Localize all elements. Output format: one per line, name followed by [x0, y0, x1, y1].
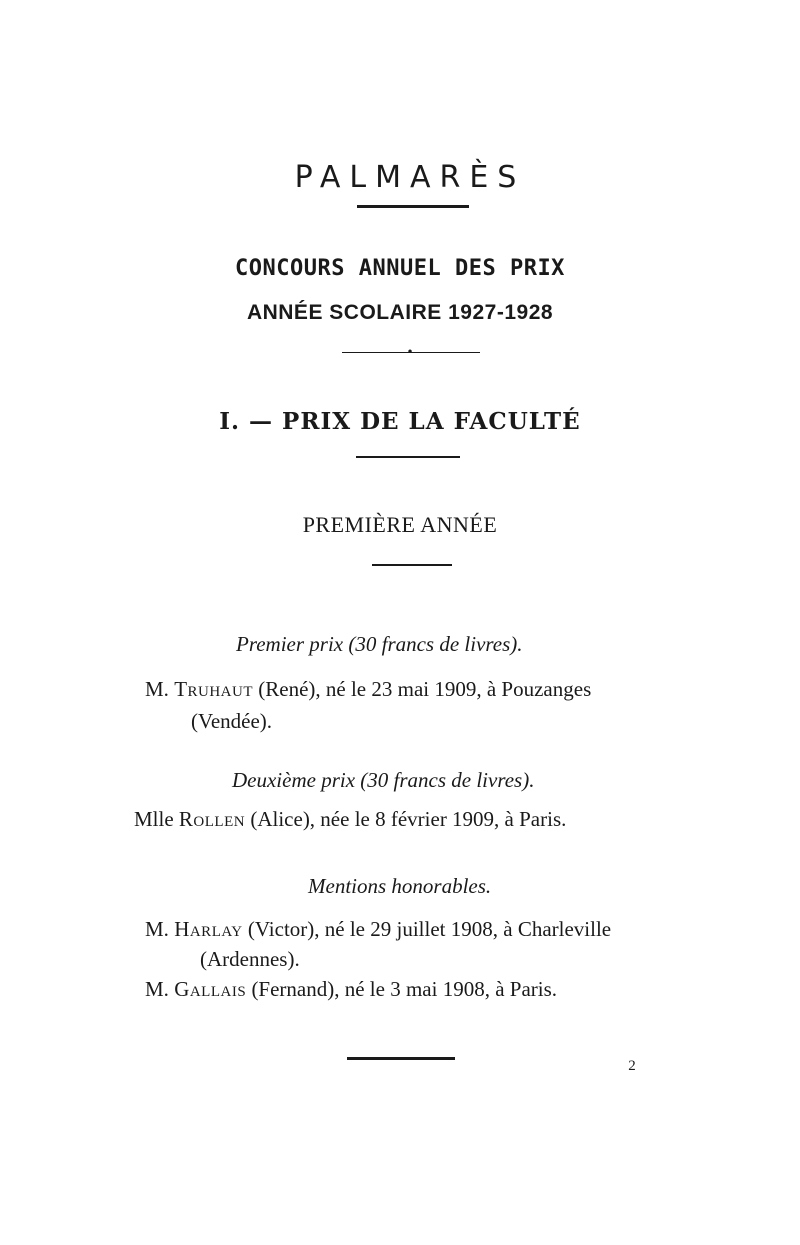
- entry-details: (Fernand), né le 3 mai 1908, à Paris.: [251, 977, 558, 1001]
- divider-bottom: [347, 1057, 455, 1060]
- contest-title: CONCOURS ANNUEL DES PRIX: [235, 256, 565, 281]
- prize-heading-second: Deuxième prix (30 francs de livres).: [232, 768, 535, 792]
- entry-details: (Victor), né le 29 juillet 1908, à Charleville: [247, 917, 612, 941]
- divider-ornament-icon: •: [406, 345, 414, 359]
- entry-name: Gallais: [174, 977, 247, 1001]
- entry-mention1-line2: (Ardennes).: [200, 947, 300, 971]
- section-title: I. — PRIX DE LA FACULTÉ: [219, 408, 581, 435]
- entry-mention2-line1: [145, 977, 557, 1002]
- entry-name: Rollen: [178, 807, 246, 831]
- divider-top: [357, 205, 469, 208]
- prize-heading-first: Premier prix (30 francs de livres).: [236, 632, 523, 656]
- divider-section: [356, 456, 460, 458]
- entry-second-line1: [134, 807, 566, 832]
- entry-title: M.: [145, 917, 169, 941]
- palmares-heading: PALMARÈS: [294, 160, 526, 195]
- divider-year: [372, 564, 452, 566]
- entry-mention1-line1: [145, 917, 611, 942]
- entry-first-line1: [145, 677, 591, 702]
- entry-details: (René), né le 23 mai 1909, à Pouzanges: [258, 677, 592, 701]
- page-number: 2: [628, 1058, 636, 1074]
- entry-name: Harlay: [174, 917, 243, 941]
- entry-title: M.: [145, 977, 169, 1001]
- school-year: ANNÉE SCOLAIRE 1927-1928: [246, 301, 554, 324]
- entry-name: Truhaut: [174, 677, 254, 701]
- year-title: PREMIÈRE ANNÉE: [302, 512, 498, 537]
- entry-first-line2: (Vendée).: [191, 709, 273, 733]
- entry-title: Mlle: [134, 807, 174, 831]
- entry-details: (Alice), née le 8 février 1909, à Paris.: [250, 807, 567, 831]
- prize-heading-mentions: Mentions honorables.: [308, 874, 492, 898]
- entry-title: M.: [145, 677, 169, 701]
